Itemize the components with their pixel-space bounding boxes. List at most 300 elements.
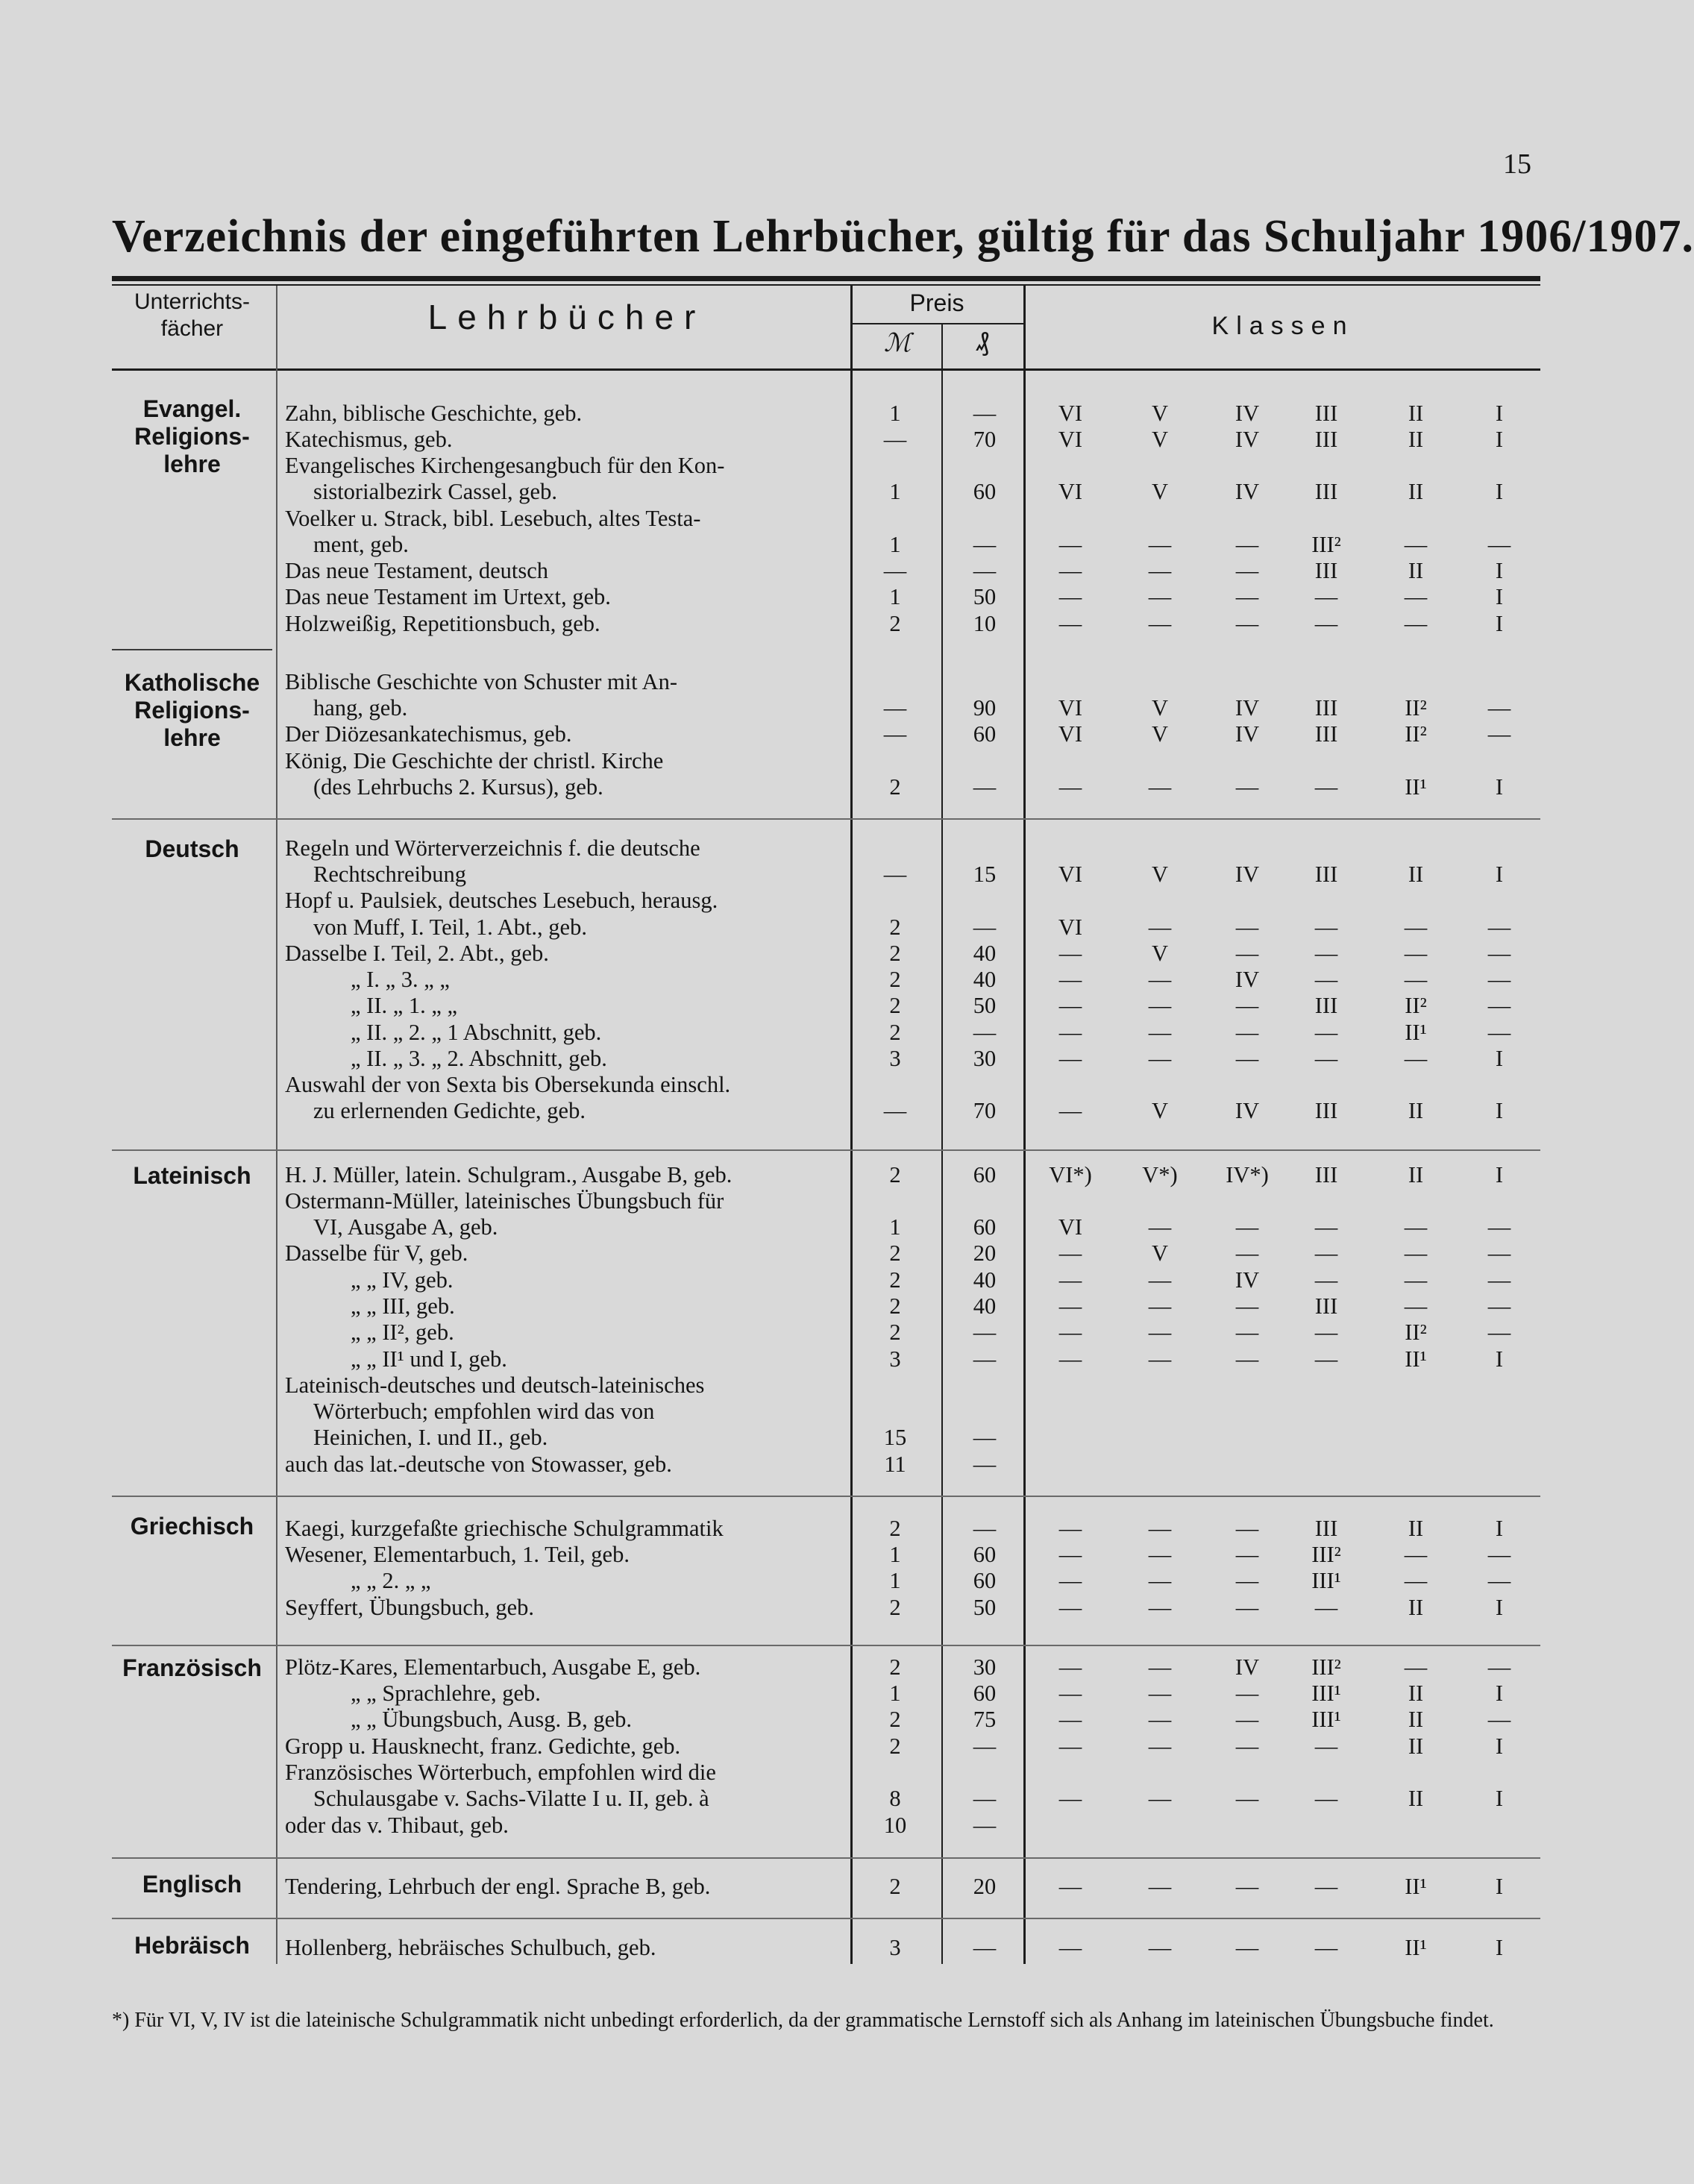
price-mark: 1 <box>889 479 901 504</box>
class-cell: — <box>1148 1020 1172 1045</box>
book-title: Hollenberg, hebräisches Schulbuch, geb. <box>285 1935 656 1960</box>
class-cell: — <box>1487 941 1511 966</box>
book-title: Hopf u. Paulsiek, deutsches Lesebuch, herausg. <box>285 888 718 913</box>
class-cell: VI <box>1058 401 1083 426</box>
class-cell: — <box>1148 558 1172 583</box>
price-mark: 2 <box>889 1654 901 1680</box>
book-title: „ „ 2. „ „ <box>351 1568 431 1593</box>
class-cell: — <box>1235 1214 1259 1240</box>
class-cell: — <box>1404 584 1428 609</box>
price-mark: 2 <box>889 611 901 636</box>
price-mark: 1 <box>889 584 901 609</box>
class-cell: — <box>1058 1733 1082 1759</box>
col-rule-subjects <box>276 286 277 1964</box>
price-mark: 2 <box>889 1874 901 1899</box>
class-cell: II <box>1408 1733 1424 1759</box>
class-cell: — <box>1487 1240 1511 1266</box>
subject-line: Englisch <box>142 1871 242 1898</box>
class-cell: — <box>1058 1786 1082 1811</box>
class-cell: V*) <box>1142 1162 1178 1187</box>
class-cell: VI <box>1058 427 1083 452</box>
header-bottom-rule <box>112 368 1540 371</box>
book-title: ment, geb. <box>313 532 409 557</box>
price-pfennig: 60 <box>973 1681 997 1706</box>
class-cell: — <box>1404 914 1428 940</box>
price-pfennig: — <box>973 1516 997 1541</box>
book-title: Gropp u. Hausknecht, franz. Gedichte, geb. <box>285 1733 681 1759</box>
book-title: Katechismus, geb. <box>285 427 453 452</box>
book-title: „ II. „ 3. „ 2. Abschnitt, geb. <box>351 1046 607 1071</box>
price-pfennig: 50 <box>973 993 997 1018</box>
price-pfennig: 20 <box>973 1874 997 1899</box>
class-cell: III <box>1314 1162 1338 1187</box>
price-split-rule <box>852 323 1023 324</box>
class-cell: — <box>1058 611 1082 636</box>
class-cell: — <box>1148 1874 1172 1899</box>
class-cell: III <box>1314 993 1338 1018</box>
class-cell: — <box>1148 1046 1172 1071</box>
class-cell: — <box>1487 1568 1511 1593</box>
section-rule <box>112 1918 1540 1919</box>
class-cell: — <box>1314 914 1338 940</box>
class-cell: III <box>1314 558 1338 583</box>
class-cell: III <box>1314 721 1338 747</box>
price-pfennig: 70 <box>973 1098 997 1123</box>
class-cell: — <box>1404 1267 1428 1293</box>
class-cell: — <box>1148 1786 1172 1811</box>
class-cell: III¹ <box>1311 1568 1341 1593</box>
price-mark: 1 <box>889 1542 901 1567</box>
price-pfennig: — <box>973 1425 997 1450</box>
class-cell: VI*) <box>1049 1162 1092 1187</box>
book-title: „ II. „ 1. „ „ <box>351 993 458 1018</box>
price-mark: 1 <box>889 1568 901 1593</box>
class-cell: — <box>1235 774 1259 800</box>
class-cell: — <box>1058 532 1082 557</box>
class-cell: — <box>1148 1346 1172 1372</box>
class-cell: — <box>1235 611 1259 636</box>
class-cell: — <box>1148 1654 1172 1680</box>
price-pfennig: 90 <box>973 695 997 721</box>
class-cell: I <box>1495 1516 1504 1541</box>
section-rule <box>112 1857 1540 1859</box>
class-cell: II <box>1408 1098 1424 1123</box>
price-pfennig: 40 <box>973 1267 997 1293</box>
class-cell: II <box>1408 1595 1424 1620</box>
subject-line: Französisch <box>122 1654 262 1681</box>
section-rule <box>112 1149 1540 1151</box>
class-cell: — <box>1487 1214 1511 1240</box>
class-cell: IV <box>1235 695 1260 721</box>
class-cell: — <box>1314 1733 1338 1759</box>
class-cell: I <box>1495 1098 1504 1123</box>
class-cell: I <box>1495 1595 1504 1620</box>
class-cell: — <box>1487 1707 1511 1732</box>
class-cell: — <box>1314 584 1338 609</box>
price-pfennig: 40 <box>973 1293 997 1319</box>
class-cell: — <box>1314 1267 1338 1293</box>
class-cell: II <box>1408 479 1424 504</box>
price-pfennig: — <box>973 558 997 583</box>
price-mark: 8 <box>889 1786 901 1811</box>
class-cell: — <box>1058 941 1082 966</box>
class-cell: — <box>1314 1240 1338 1266</box>
class-cell: — <box>1487 1542 1511 1567</box>
class-cell: — <box>1058 1681 1082 1706</box>
class-cell: V <box>1151 1098 1169 1123</box>
book-title: Holzweißig, Repetitionsbuch, geb. <box>285 611 600 636</box>
class-cell: II <box>1408 1516 1424 1541</box>
book-title: „ II. „ 2. „ 1 Abschnitt, geb. <box>351 1020 602 1045</box>
class-cell: I <box>1495 1346 1504 1372</box>
class-cell: — <box>1404 1240 1428 1266</box>
class-cell: — <box>1404 1214 1428 1240</box>
book-title: zu erlernenden Gedichte, geb. <box>313 1098 586 1123</box>
subject-lateinisch <box>112 1162 272 1190</box>
class-cell: — <box>1058 1046 1082 1071</box>
class-cell: — <box>1487 1293 1511 1319</box>
class-cell: — <box>1148 1542 1172 1567</box>
class-cell: V <box>1151 1240 1169 1266</box>
book-title: Das neue Testament, deutsch <box>285 558 549 583</box>
class-cell: — <box>1235 1293 1259 1319</box>
class-cell: III <box>1314 1098 1338 1123</box>
price-pfennig: 30 <box>973 1046 997 1071</box>
class-cell: — <box>1058 1707 1082 1732</box>
price-mark: — <box>883 427 907 452</box>
price-pfennig: 60 <box>973 721 997 747</box>
class-cell: II¹ <box>1405 1874 1427 1899</box>
class-cell: — <box>1235 1020 1259 1045</box>
class-cell: — <box>1058 1516 1082 1541</box>
class-cell: IV <box>1235 1654 1260 1680</box>
price-pfennig: 50 <box>973 584 997 609</box>
subject-line: Religions- <box>134 697 250 724</box>
class-cell: — <box>1235 1681 1259 1706</box>
class-cell: — <box>1314 774 1338 800</box>
class-cell: VI <box>1058 1214 1083 1240</box>
price-pfennig: — <box>973 401 997 426</box>
class-cell: — <box>1148 584 1172 609</box>
class-cell: — <box>1235 993 1259 1018</box>
class-cell: III <box>1314 695 1338 721</box>
class-cell: II¹ <box>1405 1935 1427 1960</box>
class-cell: — <box>1314 1346 1338 1372</box>
class-cell: V <box>1151 695 1169 721</box>
class-cell: — <box>1235 941 1259 966</box>
price-pfennig: 40 <box>973 941 997 966</box>
class-cell: III <box>1314 862 1338 887</box>
class-cell: — <box>1058 1595 1082 1620</box>
class-cell: — <box>1487 695 1511 721</box>
book-title: Auswahl der von Sexta bis Obersekunda einschl. <box>285 1072 731 1097</box>
class-cell: — <box>1058 774 1082 800</box>
book-title: Evangelisches Kirchengesangbuch für den Kon- <box>285 453 725 478</box>
class-cell: — <box>1487 1020 1511 1045</box>
book-title: Das neue Testament im Urtext, geb. <box>285 584 611 609</box>
price-mark: 10 <box>883 1813 907 1838</box>
book-title: „ „ Sprachlehre, geb. <box>351 1681 541 1706</box>
price-mark: 2 <box>889 1267 901 1293</box>
class-cell: — <box>1058 1240 1082 1266</box>
price-mark: 2 <box>889 941 901 966</box>
price-pfennig: — <box>973 1020 997 1045</box>
class-cell: II <box>1408 1786 1424 1811</box>
price-pfennig: — <box>973 1813 997 1838</box>
price-pfennig: 70 <box>973 427 997 452</box>
class-cell: — <box>1148 993 1172 1018</box>
class-cell: — <box>1235 1046 1259 1071</box>
class-cell: — <box>1148 1733 1172 1759</box>
price-mark: 1 <box>889 1681 901 1706</box>
price-pfennig: 60 <box>973 1214 997 1240</box>
price-pfennig: — <box>973 1935 997 1960</box>
class-cell: II <box>1408 1707 1424 1732</box>
class-cell: VI <box>1058 914 1083 940</box>
class-cell: — <box>1235 1595 1259 1620</box>
class-cell: I <box>1495 1681 1504 1706</box>
class-cell: — <box>1235 1568 1259 1593</box>
price-mark: 2 <box>889 1516 901 1541</box>
price-pfennig: — <box>973 1786 997 1811</box>
class-cell: III¹ <box>1311 1707 1341 1732</box>
subject-line: lehre <box>163 724 221 751</box>
price-mark: 2 <box>889 914 901 940</box>
class-cell: — <box>1148 1568 1172 1593</box>
class-cell: II¹ <box>1405 1346 1427 1372</box>
book-title: „ „ III, geb. <box>351 1293 455 1319</box>
class-cell: — <box>1058 558 1082 583</box>
class-cell: I <box>1495 611 1504 636</box>
subject-line: Deutsch <box>145 835 239 862</box>
class-cell: I <box>1495 558 1504 583</box>
price-mark: — <box>883 1098 907 1123</box>
class-cell: — <box>1148 1320 1172 1345</box>
class-cell: V <box>1151 862 1169 887</box>
price-pfennig: — <box>973 914 997 940</box>
price-mark: 2 <box>889 1293 901 1319</box>
class-cell: V <box>1151 427 1169 452</box>
class-cell: I <box>1495 1162 1504 1187</box>
class-cell: VI <box>1058 695 1083 721</box>
page-number: 15 <box>1503 148 1531 180</box>
book-title: VI, Ausgabe A, geb. <box>313 1214 498 1240</box>
class-cell: — <box>1314 1786 1338 1811</box>
book-title: „ „ II², geb. <box>351 1320 454 1345</box>
class-cell: — <box>1058 1020 1082 1045</box>
class-cell: VI <box>1058 862 1083 887</box>
price-pfennig: 30 <box>973 1654 997 1680</box>
book-title: „ „ II¹ und I, geb. <box>351 1346 507 1372</box>
class-cell: — <box>1314 1595 1338 1620</box>
book-title: Dasselbe für V, geb. <box>285 1240 468 1266</box>
book-title: König, Die Geschichte der christl. Kirche <box>285 748 664 774</box>
class-cell: — <box>1058 584 1082 609</box>
class-cell: — <box>1148 914 1172 940</box>
class-cell: — <box>1235 914 1259 940</box>
class-cell: — <box>1058 1267 1082 1293</box>
price-pfennig: — <box>973 1452 997 1477</box>
class-cell: — <box>1487 914 1511 940</box>
class-cell: — <box>1058 1098 1082 1123</box>
price-mark: 1 <box>889 401 901 426</box>
book-title: oder das v. Thibaut, geb. <box>285 1813 509 1838</box>
section-rule <box>112 818 1540 820</box>
book-title: Lateinisch-deutsches und deutsch-lateinisches <box>285 1372 705 1398</box>
class-cell: — <box>1314 967 1338 992</box>
class-cell: — <box>1058 1542 1082 1567</box>
class-cell: — <box>1314 941 1338 966</box>
book-title: Voelker u. Strack, bibl. Lesebuch, altes Testa- <box>285 506 701 531</box>
class-cell: — <box>1314 1214 1338 1240</box>
class-cell: V <box>1151 401 1169 426</box>
price-pfennig: 50 <box>973 1595 997 1620</box>
col-rule-price <box>941 323 943 1964</box>
price-mark: 2 <box>889 1162 901 1187</box>
book-title: Wörterbuch; empfohlen wird das von <box>313 1399 655 1424</box>
class-cell: II² <box>1405 1320 1427 1345</box>
subject-hebraeisch <box>112 1932 272 1959</box>
price-pfennig: 10 <box>973 611 997 636</box>
class-cell: III <box>1314 401 1338 426</box>
class-cell: — <box>1235 1240 1259 1266</box>
class-cell: — <box>1314 1320 1338 1345</box>
price-mark: 2 <box>889 1320 901 1345</box>
price-mark: — <box>883 695 907 721</box>
price-mark: 3 <box>889 1346 901 1372</box>
class-cell: — <box>1314 1935 1338 1960</box>
price-pfennig: 75 <box>973 1707 997 1732</box>
subject-englisch <box>112 1871 272 1898</box>
book-title: sistorialbezirk Cassel, geb. <box>313 479 557 504</box>
class-cell: — <box>1148 1214 1172 1240</box>
price-mark: 2 <box>889 1733 901 1759</box>
price-mark: 1 <box>889 532 901 557</box>
book-title: (des Lehrbuchs 2. Kursus), geb. <box>313 774 603 800</box>
class-cell: II² <box>1405 993 1427 1018</box>
class-cell: — <box>1404 1568 1428 1593</box>
class-cell: — <box>1235 1786 1259 1811</box>
class-cell: I <box>1495 1786 1504 1811</box>
class-cell: — <box>1404 1293 1428 1319</box>
class-cell: IV <box>1235 967 1260 992</box>
book-title: „ „ IV, geb. <box>351 1267 454 1293</box>
class-cell: — <box>1404 1046 1428 1071</box>
class-cell: — <box>1148 967 1172 992</box>
class-cell: — <box>1404 1542 1428 1567</box>
price-pfennig: — <box>973 1733 997 1759</box>
price-mark: 15 <box>883 1425 907 1450</box>
class-cell: — <box>1148 532 1172 557</box>
book-title: Dasselbe I. Teil, 2. Abt., geb. <box>285 941 549 966</box>
class-cell: II <box>1408 1162 1424 1187</box>
price-pfennig: — <box>973 774 997 800</box>
price-mark: 2 <box>889 993 901 1018</box>
class-cell: — <box>1487 967 1511 992</box>
header-price: Preis <box>909 289 964 316</box>
book-title: Heinichen, I. und II., geb. <box>313 1425 548 1450</box>
section-rule <box>112 1496 1540 1497</box>
col-rule-classes <box>1023 286 1026 1964</box>
class-cell: — <box>1148 774 1172 800</box>
class-cell: III <box>1314 479 1338 504</box>
class-cell: IV <box>1235 1098 1260 1123</box>
class-cell: III² <box>1311 1542 1341 1567</box>
class-cell: I <box>1495 1935 1504 1960</box>
class-cell: — <box>1235 1874 1259 1899</box>
class-cell: — <box>1235 1542 1259 1567</box>
price-mark: 2 <box>889 1020 901 1045</box>
price-pfennig: 60 <box>973 479 997 504</box>
class-cell: III <box>1314 427 1338 452</box>
price-pfennig: 20 <box>973 1240 997 1266</box>
price-pfennig: 60 <box>973 1162 997 1187</box>
class-cell: II <box>1408 862 1424 887</box>
price-mark: 3 <box>889 1935 901 1960</box>
subject-line: Lateinisch <box>133 1162 251 1189</box>
class-cell: IV <box>1235 1267 1260 1293</box>
book-title: „ „ Übungsbuch, Ausg. B, geb. <box>351 1707 632 1732</box>
subject-deutsch <box>112 835 272 863</box>
price-pfennig: 40 <box>973 967 997 992</box>
book-title: Ostermann-Müller, lateinisches Übungsbuch für <box>285 1188 724 1214</box>
class-cell: — <box>1148 1707 1172 1732</box>
book-title: H. J. Müller, latein. Schulgram., Ausgabe B, geb. <box>285 1162 733 1187</box>
class-cell: II <box>1408 427 1424 452</box>
subject-line: Katholische <box>124 669 260 696</box>
class-cell: II¹ <box>1405 774 1427 800</box>
class-cell: — <box>1314 611 1338 636</box>
class-cell: I <box>1495 1874 1504 1899</box>
class-cell: IV <box>1235 721 1260 747</box>
class-cell: I <box>1495 479 1504 504</box>
class-cell: — <box>1404 967 1428 992</box>
class-cell: — <box>1235 584 1259 609</box>
book-title: Zahn, biblische Geschichte, geb. <box>285 401 583 426</box>
class-cell: — <box>1404 532 1428 557</box>
class-cell: — <box>1235 1935 1259 1960</box>
class-cell: I <box>1495 427 1504 452</box>
class-cell: III <box>1314 1293 1338 1319</box>
book-title: Der Diözesankatechismus, geb. <box>285 721 572 747</box>
class-cell: I <box>1495 584 1504 609</box>
header-pfennig: ₰ <box>976 328 989 357</box>
class-cell: — <box>1487 721 1511 747</box>
class-cell: — <box>1058 1320 1082 1345</box>
book-title: hang, geb. <box>313 695 408 721</box>
class-cell: VI <box>1058 721 1083 747</box>
class-cell: — <box>1314 1020 1338 1045</box>
price-mark: — <box>883 721 907 747</box>
class-cell: — <box>1235 532 1259 557</box>
class-cell: — <box>1235 1320 1259 1345</box>
class-cell: — <box>1058 1568 1082 1593</box>
header-classes: Klassen <box>1211 312 1355 340</box>
class-cell: VI <box>1058 479 1083 504</box>
subject-line: Hebräisch <box>134 1932 250 1959</box>
subject-griechisch <box>112 1513 272 1540</box>
price-mark: 2 <box>889 967 901 992</box>
class-cell: — <box>1058 1346 1082 1372</box>
class-cell: — <box>1235 1516 1259 1541</box>
section-rule <box>112 649 272 650</box>
class-cell: — <box>1404 941 1428 966</box>
class-cell: II² <box>1405 721 1427 747</box>
price-mark: 3 <box>889 1046 901 1071</box>
title-rule <box>112 276 1540 281</box>
class-cell: — <box>1148 1595 1172 1620</box>
class-cell: — <box>1487 532 1511 557</box>
